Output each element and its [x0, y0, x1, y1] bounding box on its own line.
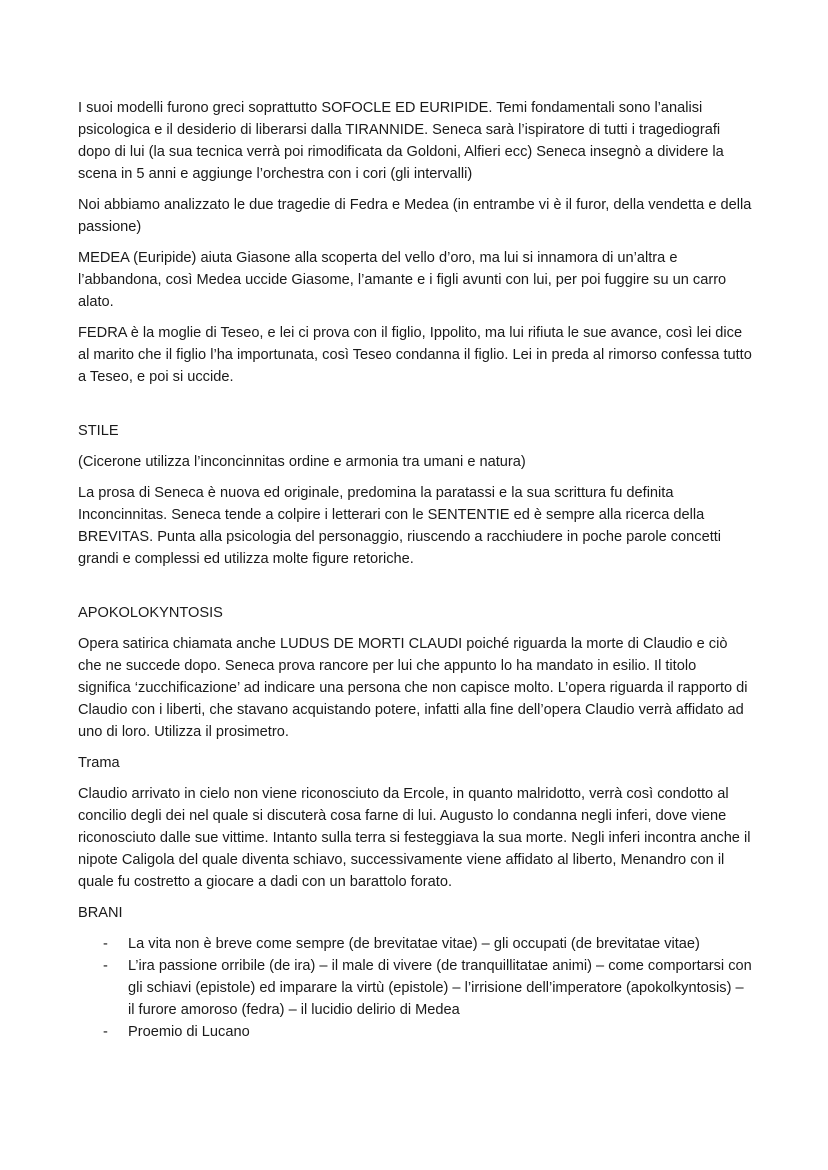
list-item [103, 955, 752, 1021]
list-dash: - [103, 958, 108, 974]
apokolokyntosis-paragraph: Opera satirica chiamata anche LUDUS DE MORTI CLAUDI poiché riguarda la morte di Claudio e ciò che ne succede dopo. Seneca prova rancore per lui che appunto lo ha mandato in esilio. Il titolo significa ‘zucchificazione’ ad indicare una persona che non capisce molto. L’opera riguarda il rapporto di Claudio con i liberti, che stavano acquistando potere, infatti alla fine dell’opera Claudio verrà affidato ad uno di loro. Utilizza il prosimetro. [78, 636, 748, 740]
document-page [78, 97, 752, 1043]
trama-paragraph: Claudio arrivato in cielo non viene riconosciuto da Ercole, in quanto malridotto, verrà così condotto al concilio degli dei nel quale si discuterà cosa farne di lui. Augusto lo condanna negli inferi, dove viene riconosciuto dalle sue vittime. Intanto sulla terra si festeggiava la sua morte. Negli inferi incontra anche il nipote Caligola del quale diventa schiavo, successivamente viene affidato al liberto, Menandro con il quale fu costretto a giocare a dadi con un barattolo forato. [78, 786, 751, 890]
list-item-text: L’ira passione orribile (de ira) – il male di vivere (de tranquillitatae animi) – come comportarsi con gli schiavi (epistole) ed imparare la virtù (epistole) – l’irrisione dell’imperatore (apokolkyntosis) – il furore amoroso (fedra) – il lucidio delirio di Medea [128, 958, 752, 1018]
intro-paragraph-fedra: FEDRA è la moglie di Teseo, e lei ci prova con il figlio, Ippolito, ma lui rifiuta le sue avance, così lei dice al marito che il figlio l’ha importunata, così Teseo condanna il figlio. Lei in preda al rimorso confessa tutto a Teseo, e poi si uccide. [78, 325, 752, 385]
stile-paragraph-prosa: La prosa di Seneca è nuova ed originale, predomina la paratassi e la sua scrittura fu definita Inconcinnitas. Seneca tende a colpire i letterari con le SENTENTIE ed è sempre alla ricerca della BREVITAS. Punta alla psicologia del personaggio, riuscendo a racchiudere in poche parole concetti grandi e complessi ed utilizza molte figure retoriche. [78, 485, 722, 567]
list-item-text: Proemio di Lucano [128, 1024, 250, 1040]
list-item-text: La vita non è breve come sempre (de brevitatae vitae) – gli occupati (de brevitatae vitae) [128, 936, 700, 952]
intro-paragraph-models: I suoi modelli furono greci soprattutto SOFOCLE ED EURIPIDE. Temi fondamentali sono l’analisi psicologica e il desiderio di liberarsi dalla TIRANNIDE. Seneca sarà l’ispiratore di tutti i tragediografi dopo di lui (la sua tecnica verrà poi rimodificata da Goldoni, Alfieri ecc) Seneca insegnò a dividere la scena in 5 anni e aggiunge l’orchestra con i cori (gli intervalli) [78, 100, 724, 182]
apokolokyntosis-heading: APOKOLOKYNTOSIS [78, 605, 223, 621]
brani-list [78, 933, 752, 1043]
stile-paragraph-cicerone: (Cicerone utilizza l’inconcinnitas ordine e armonia tra umani e natura) [78, 454, 526, 470]
list-dash: - [103, 1024, 108, 1040]
list-dash: - [103, 936, 108, 952]
intro-paragraph-medea: MEDEA (Euripide) aiuta Giasone alla scoperta del vello d’oro, ma lui si innamora di un’altra e l’abbandona, così Medea uccide Giasome, l’amante e i figli avunti con lui, per poi fuggire su un carro alato. [78, 250, 727, 310]
brani-heading: BRANI [78, 905, 123, 921]
list-item [103, 1021, 752, 1043]
list-item [103, 933, 752, 955]
trama-heading: Trama [78, 755, 120, 771]
intro-paragraph-tragedies: Noi abbiamo analizzato le due tragedie di Fedra e Medea (in entrambe vi è il furor, della vendetta e della passione) [78, 197, 752, 235]
stile-heading: STILE [78, 423, 119, 439]
